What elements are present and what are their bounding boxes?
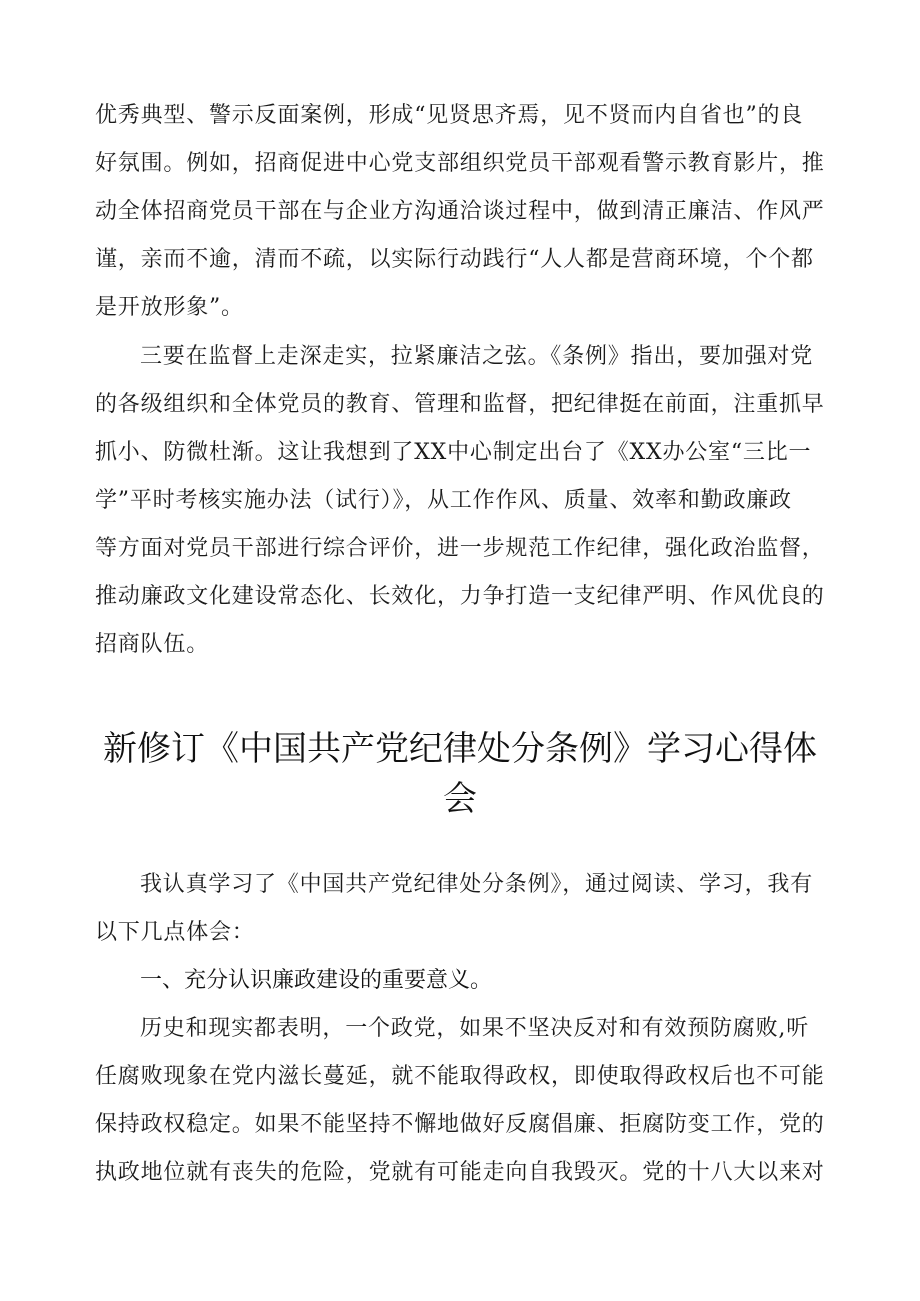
paragraph-1-line: 好氛围。例如，招商促进中心党支部组织党员干部观看警示教育影片，推 — [95, 151, 825, 176]
intro-line: 以下几点体会： — [95, 920, 255, 945]
intro-line: 我认真学习了《中国共产党纪律处分条例》，通过阅读、学习，我有 — [140, 872, 814, 897]
article-title-line: 新修订《中国共产党纪律处分条例》学习心得体 — [103, 729, 817, 769]
article-title-line: 会 — [443, 779, 477, 819]
paragraph-2-line: 的各级组织和全体党员的教育、管理和监督，把纪律挺在前面，注重抓早 — [95, 392, 825, 417]
paragraph-2-line: 三要在监督上走深走实，拉紧廉洁之弦。《条例》指出，要加强对党 — [140, 344, 814, 369]
paragraph-2-line: 学”平时考核实施办法（试行）》，从工作作风、质量、效率和勤政廉政 — [95, 488, 792, 513]
section-heading: 一、充分认识廉政建设的重要意义。 — [140, 968, 493, 993]
paragraph-2-line: 招商队伍。 — [95, 632, 210, 657]
paragraph-2-line: 抓小、防微杜渐。这让我想到了XX中心制定出台了《XX办公室“三比一 — [95, 440, 812, 465]
paragraph-2-line: 推动廉政文化建设常态化、长效化，力争打造一支纪律严明、作风优良的 — [95, 584, 825, 609]
paragraph-2-line: 等方面对党员干部进行综合评价，进一步规范工作纪律，强化政治监督， — [95, 536, 825, 561]
section-1-line: 执政地位就有丧失的危险，党就有可能走向自我毁灭。党的十八大以来对 — [95, 1160, 825, 1185]
section-1-line: 任腐败现象在党内滋长蔓延，就不能取得政权，即使取得政权后也不可能 — [95, 1064, 825, 1089]
paragraph-1-line: 优秀典型、警示反面案例，形成“见贤思齐焉，见不贤而内自省也”的良 — [95, 103, 804, 128]
section-1-line: 历史和现实都表明，一个政党，如果不坚决反对和有效预防腐败,听 — [140, 1016, 809, 1041]
paragraph-1-line: 是开放形象”。 — [95, 295, 244, 320]
paragraph-1-line: 动全体招商党员干部在与企业方沟通洽谈过程中，做到清正廉洁、作风严 — [95, 199, 825, 224]
paragraph-1-line: 谨，亲而不逾，清而不疏，以实际行动践行“人人都是营商环境，个个都 — [95, 247, 814, 272]
section-1-line: 保持政权稳定。如果不能坚持不懈地做好反腐倡廉、拒腐防变工作，党的 — [95, 1112, 825, 1137]
